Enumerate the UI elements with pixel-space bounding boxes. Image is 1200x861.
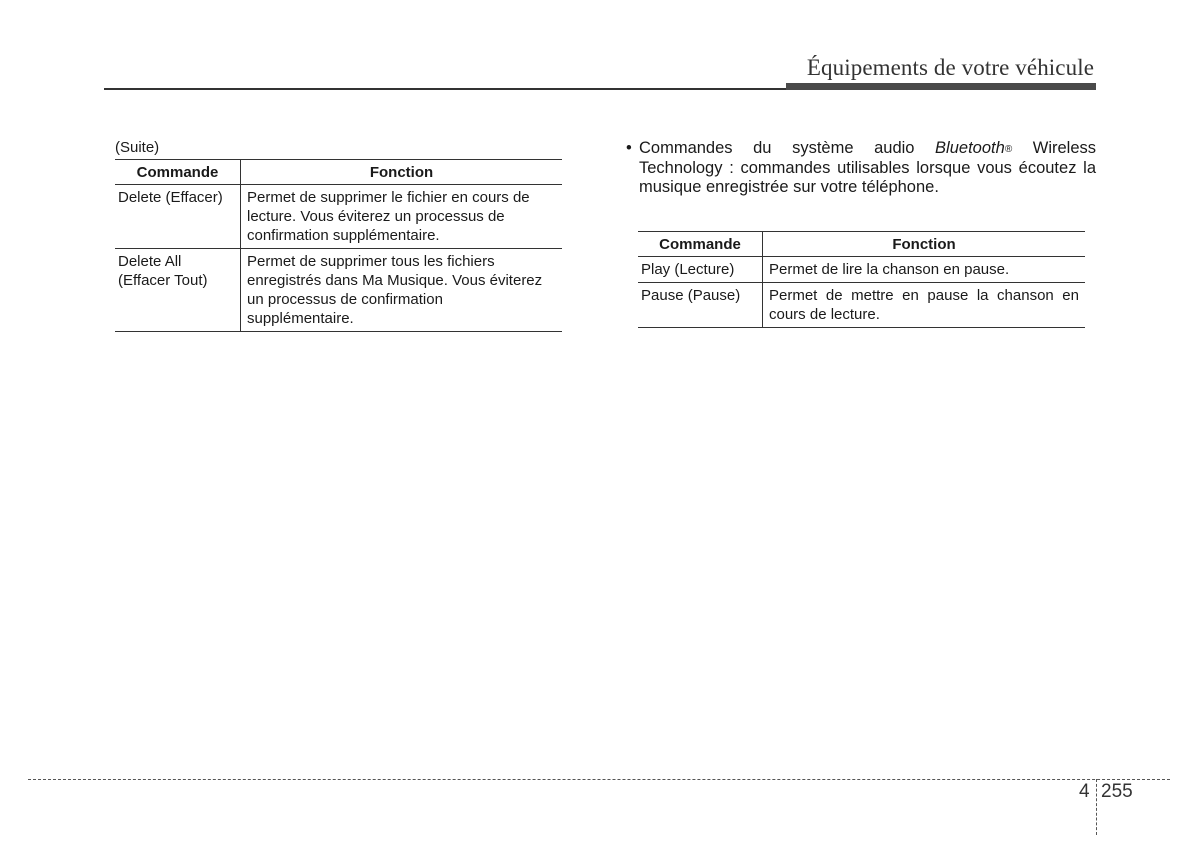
function-cell: Permet de mettre en pause la chanson en cours de lecture. [763,283,1086,328]
intro-text-start: Commandes du système audio [639,139,936,157]
page-header-title: Équipements de votre véhicule [806,55,1094,80]
function-line: Permet de supprimer tous les fichiers [247,253,495,270]
function-line: Permet de supprimer le fichier en cours de [247,189,530,206]
command-cell [115,249,241,332]
column-header-command: Commande [638,232,763,257]
bluetooth-commands-table [638,231,1085,328]
bluetooth-brand: Bluetooth [935,139,1005,157]
column-header-function: Fonction [241,160,563,185]
footer-dashed-rule [28,779,1170,780]
chapter-number: 4 [1079,781,1090,802]
command-cell: Pause (Pause) [638,283,763,328]
registered-mark: ® [1004,144,1013,155]
header-rule-thin [104,88,786,90]
page-number: 255 [1101,781,1133,802]
table-header-row [115,160,562,185]
header-rule-thick [786,83,1096,90]
bluetooth-intro-paragraph [626,139,1096,197]
function-cell [241,249,563,332]
function-line: enregistrés dans Ma Musique. Vous éviterez [247,272,543,289]
footer-dashed-divider [1096,779,1097,835]
delete-commands-table [115,159,562,332]
function-cell: Permet de lire la chanson en pause. [763,257,1086,283]
command-line: Delete (Effacer) [118,189,223,206]
table-row [115,185,562,249]
column-header-function: Fonction [763,232,1086,257]
table-row [638,283,1085,328]
function-line: lecture. Vous éviterez un processus de [247,208,505,225]
column-header-command: Commande [115,160,241,185]
function-cell [241,185,563,249]
table-row [115,249,562,332]
intro-text [639,139,1096,197]
bullet-glyph: • [626,139,632,157]
table-row [638,257,1085,283]
command-cell [115,185,241,249]
command-cell: Play (Lecture) [638,257,763,283]
function-line: un processus de confirmation [247,291,443,308]
command-line: (Effacer Tout) [118,272,208,289]
function-line: confirmation supplémentaire. [247,227,440,244]
function-line: supplémentaire. [247,310,354,327]
table-header-row [638,232,1085,257]
intro-text-end: Wireless Technology : commandes utilisables lorsque vous écoutez la musique enregistrée sur votre téléphone. [639,139,1096,196]
suite-label: (Suite) [115,139,160,156]
command-line: Delete All [118,253,182,270]
